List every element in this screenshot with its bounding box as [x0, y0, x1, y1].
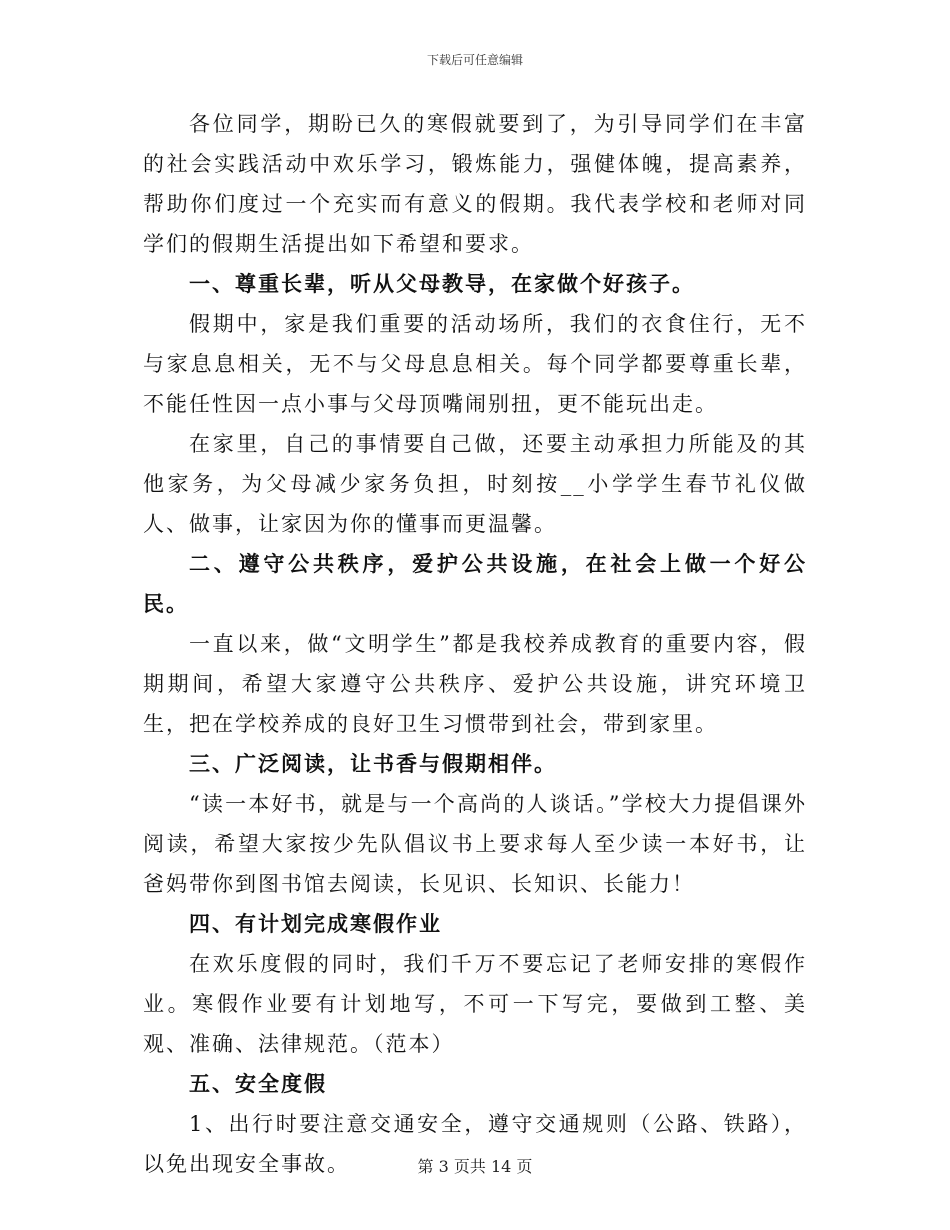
section-heading-3: 三、广泛阅读，让书香与假期相伴。	[189, 751, 557, 776]
paragraph: 在欢乐度假的同时，我们千万不要忘记了老师安排的寒假作业。寒假作业要有计划地写，不可一下写完，要做到工整、美观、准确、法律规范。（范本）	[143, 952, 807, 1056]
section-heading-5: 五、安全度假	[189, 1071, 327, 1096]
page-header: 下载后可任意编辑	[426, 53, 523, 67]
paragraph: 1、出行时要注意交通安全，遵守交通规则（公路、铁路），以免出现安全事故。	[143, 1112, 807, 1176]
section-heading-4: 四、有计划完成寒假作业	[189, 911, 442, 936]
paragraph: 假期中，家是我们重要的活动场所，我们的衣食住行，无不与家息息相关，无不与父母息息相关。每个同学都要尊重长辈，不能任性因一点小事与父母顶嘴闹别扭，更不能玩出走。	[143, 312, 807, 416]
paragraph: 在家里，自己的事情要自己做，还要主动承担力所能及的其他家务，为父母减少家务负担，时刻按__小学学生春节礼仪做人、做事，让家因为你的懂事而更温馨。	[143, 432, 807, 536]
paragraph: “读一本好书，就是与一个高尚的人谈话。”学校大力提倡课外阅读，希望大家按少先队倡议书上要求每人至少读一本好书，让爸妈带你到图书馆去阅读，长见识、长知识、长能力！	[143, 792, 807, 896]
section-heading-2: 二、遵守公共秩序，爱护公共设施，在社会上做一个好公民。	[143, 551, 807, 616]
paragraph: 一直以来，做“文明学生”都是我校养成教育的重要内容，假期期间，希望大家遵守公共秩序、爱护公共设施，讲究环境卫生，把在学校养成的良好卫生习惯带到社会，带到家里。	[143, 632, 807, 736]
page-number: 第 3 页共 14 页	[417, 1157, 533, 1176]
document-body	[143, 104, 807, 1184]
section-heading-1: 一、尊重长辈，听从父母教导，在家做个好孩子。	[189, 271, 695, 296]
paragraph-intro: 各位同学，期盼已久的寒假就要到了，为引导同学们在丰富的社会实践活动中欢乐学习，锻炼能力，强健体魄，提高素养，帮助你们度过一个充实而有意义的假期。我代表学校和老师对同学们的假期生活提出如下希望和要求。	[143, 112, 807, 256]
